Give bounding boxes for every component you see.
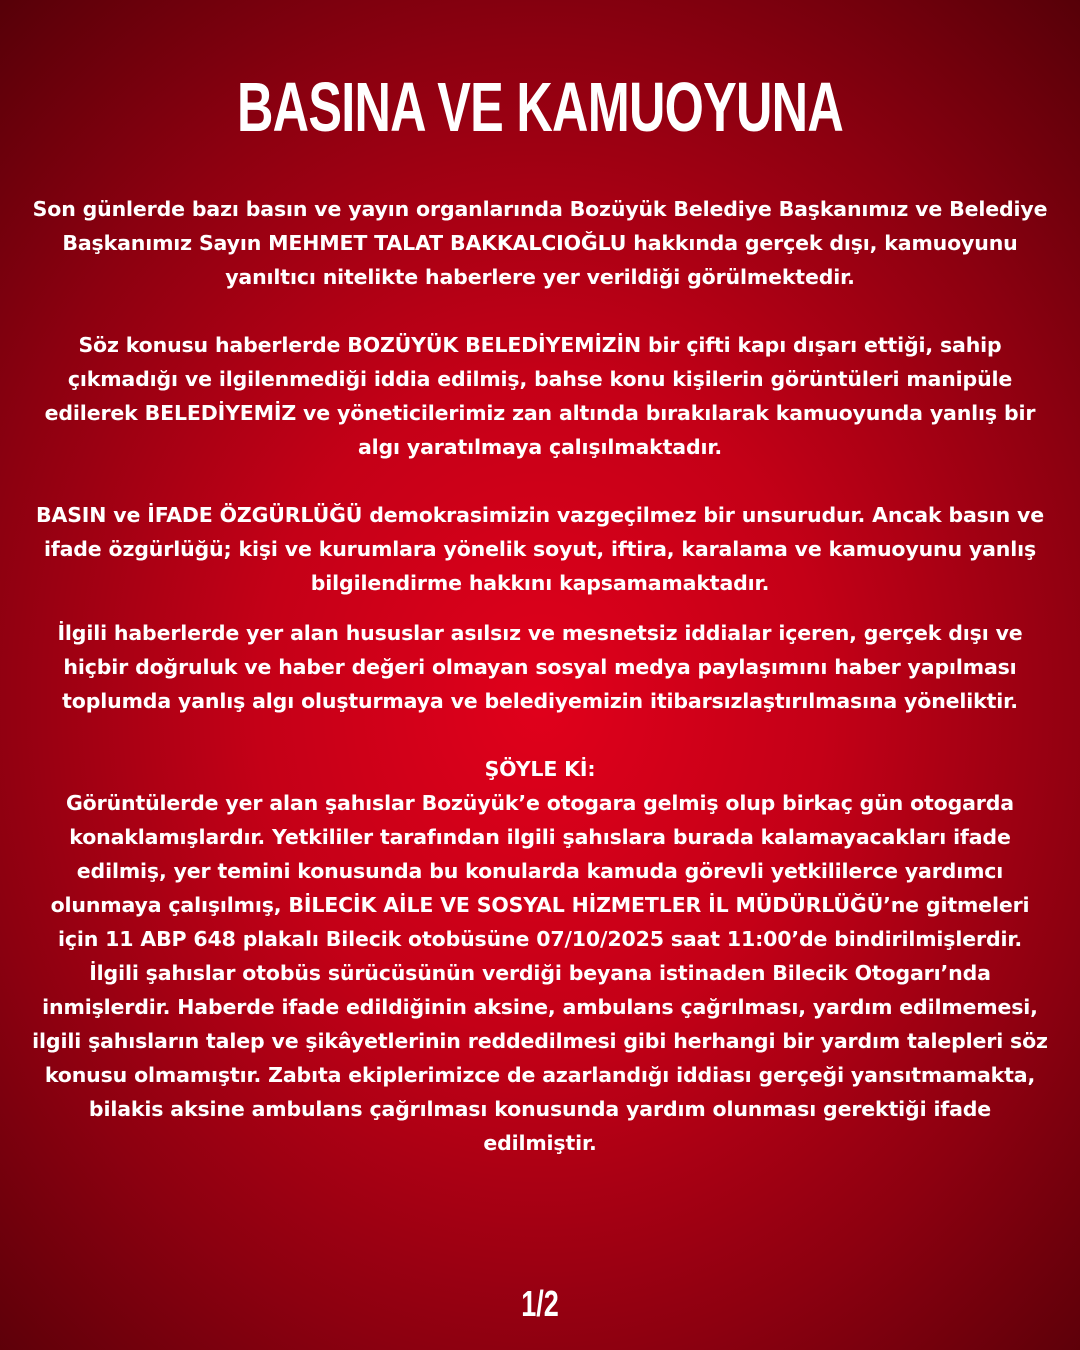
statement-body bbox=[30, 192, 1050, 1160]
page-number: 1/2 bbox=[521, 1283, 559, 1324]
paragraph-claims: Söz konusu haberlerde BOZÜYÜK BELEDİYEMİZİN bir çifti kapı dışarı ettiği, sahip çıkmadığı ve ilgilenmediği iddia edilmiş, bahse konu kişilerin görüntüleri manipüle edilerek BELEDİYEMİZ ve yöneticilerimiz zan altında bırakılarak kamuoyunda yanlış bir algı yaratılmaya çalışılmaktadır. bbox=[44, 333, 1036, 459]
statement-title: BASINA VE KAMUOYUNA bbox=[236, 68, 844, 146]
paragraph-intro: Son günlerde bazı basın ve yayın organlarında Bozüyük Belediye Başkanımız ve Belediye Başkanımız Sayın MEHMET TALAT BAKKALCIOĞLU hakkında gerçek dışı, kamuoyunu yanıltıcı nitelikte haberlere yer verildiği görülmektedir. bbox=[32, 197, 1048, 289]
paragraph-press-freedom: BASIN ve İFADE ÖZGÜRLÜĞÜ demokrasimizin vazgeçilmez bir unsurudur. Ancak basın ve ifade özgürlüğü; kişi ve kurumlara yönelik soyut, iftira, karalama ve kamuoyunu yanlış bilgilendirme hakkını kapsamamaktadır. bbox=[36, 503, 1044, 595]
section-heading: ŞÖYLE Kİ: bbox=[484, 757, 596, 781]
section-body: Görüntülerde yer alan şahıslar Bozüyük’e otogara gelmiş olup birkaç gün otogarda konaklamışlardır. Yetkililer tarafından ilgili şahıslara burada kalamayacakları ifade edilmiş, yer temini konusunda bu konularda kamuda görevli yetkililerce yardımcı olunmaya çalışılmış, BİLECİK AİLE VE SOSYAL HİZMETLER İL MÜDÜRLÜĞÜ’ne gitmeleri için 11 ABP 648 plakalı Bilecik otobüsüne 07/10/2025 saat 11:00’de bindirilmişlerdir. İlgili şahıslar otobüs sürücüsünün verdiği beyana istinaden Bilecik Otogarı’nda inmişlerdir. Haberde ifade edildiğinin aksine, ambulans çağrılması, yardım edilmemesi, ilgili şahısların talep ve şikâyetlerinin reddedilmesi gibi herhangi bir yardım talepleri söz konusu olmamıştır. Zabıta ekiplerimizce de azarlandığı iddiası gerçeği yansıtmamakta, bilakis aksine ambulans çağrılması konusunda yardım olunması gerektiği ifade edilmiştir. bbox=[32, 791, 1048, 1155]
paragraph-baseless-claims: İlgili haberlerde yer alan hususlar asılsız ve mesnetsiz iddialar içeren, gerçek dışı ve hiçbir doğruluk ve haber değeri olmayan sosyal medya paylaşımını haber yapılması toplumda yanlış algı oluşturmaya ve belediyemizin itibarsızlaştırılmasına yöneliktir. bbox=[57, 621, 1023, 713]
